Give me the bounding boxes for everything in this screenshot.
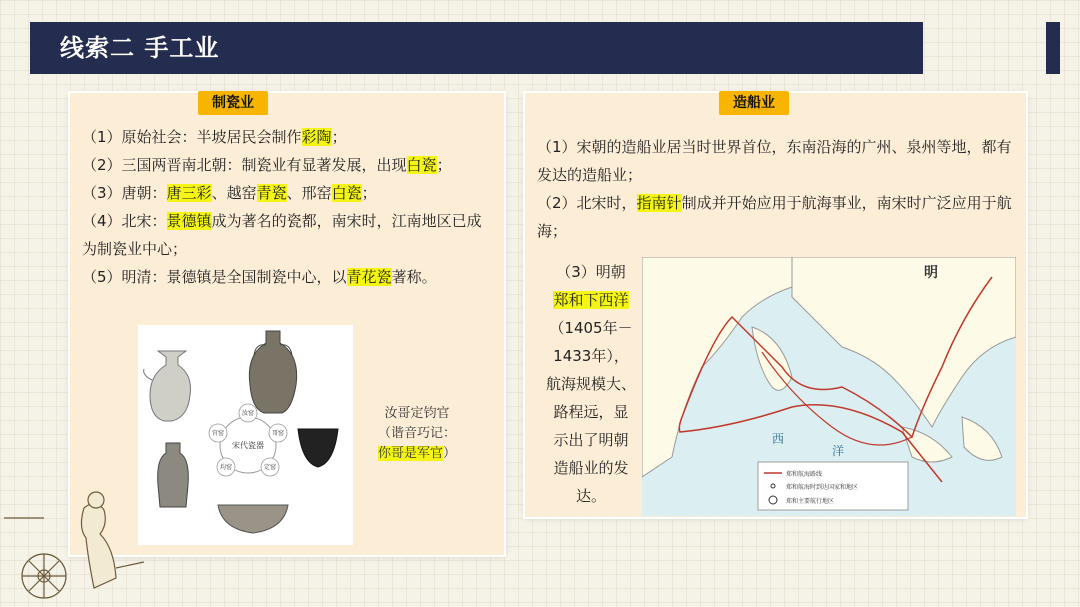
shipbuilding-tag: 造船业 [719, 91, 789, 115]
legend-item: 郑和航海路线 [786, 471, 823, 478]
highlight: 唐三彩 [166, 184, 212, 202]
ship-item-3 [537, 258, 645, 510]
kiln-label: 汝窑 [241, 410, 255, 417]
highlight: 彩陶 [301, 128, 332, 146]
kiln-label: 官窑 [211, 430, 225, 437]
caption-line: 汝哥定钧官 [384, 406, 450, 421]
dark-bowl-icon [298, 429, 338, 467]
item-text: 成为著名的瓷都，南宋时，江南地区已成为制瓷业中心； [82, 212, 482, 258]
legend-item: 郑和航海时到达国家和地区 [786, 484, 859, 491]
zheng-he-voyage-map [642, 257, 1016, 516]
porcelain-item-4 [82, 207, 492, 263]
weaver-figure-icon [4, 478, 144, 606]
highlight: 郑和下西洋 [553, 291, 629, 309]
item-text: （5）明清：景德镇是全国制瓷中心，以 [82, 268, 347, 286]
item-text: 造船业的发 [553, 459, 629, 477]
porcelain-item-5 [82, 263, 492, 291]
highlight: 白瓷 [406, 156, 437, 174]
highlight: 青花瓷 [346, 268, 392, 286]
map-label-ming: 明 [924, 265, 938, 281]
item-text: 、越窑 [211, 184, 257, 202]
highlight: 景德镇 [166, 212, 212, 230]
item-text: ； [361, 184, 377, 202]
ewer-icon [144, 351, 191, 421]
item-text: 示出了明朝 [553, 431, 629, 449]
highlight: 白瓷 [331, 184, 362, 202]
legend-item: 郑和主要航行地区 [786, 498, 835, 505]
voyage-map-svg [642, 257, 1016, 516]
item-text: 路程远，显 [553, 403, 629, 421]
ship-item-2 [537, 189, 1017, 245]
item-text: （4）北宋： [82, 212, 167, 230]
jar-icon [158, 443, 189, 507]
highlight: 指南针 [636, 194, 682, 212]
kiln-label: 定窑 [263, 464, 277, 471]
porcelain-text [82, 123, 492, 291]
item-text: 、邢窑 [286, 184, 332, 202]
basin-icon [218, 505, 288, 533]
caption-line: （谐音巧记： [377, 426, 456, 441]
item-text: （3）唐朝： [82, 184, 167, 202]
item-text: 制成并开始应用于航海事业，南宋时广泛应用于航海； [537, 194, 1012, 240]
item-text: （2）北宋时， [537, 194, 637, 212]
diagram-center: 宋代瓷器 [232, 441, 264, 450]
item-text: 航海规模大、 [545, 375, 636, 393]
item-text: ； [331, 128, 347, 146]
porcelain-caption [362, 404, 472, 464]
title-accent-bar [1046, 22, 1060, 74]
porcelain-item-1 [82, 123, 492, 151]
item-text: （1）宋朝的造船业居当时世界首位，东南沿海的广州、泉州等地，都有发达的造船业； [537, 138, 1012, 184]
page-title: 线索二 手工业 [30, 22, 923, 74]
kiln-label: 哥窑 [271, 430, 285, 437]
item-text: 达。 [575, 487, 606, 505]
porcelain-item-3 [82, 179, 492, 207]
porcelain-illustration [138, 325, 353, 545]
vase-icon [249, 331, 296, 413]
map-label-xi: 西 [772, 432, 785, 446]
item-text: （3）明朝 [556, 263, 626, 281]
item-text: （1）原始社会：半坡居民会制作 [82, 128, 302, 146]
item-text: 著称。 [391, 268, 437, 286]
item-text: （2）三国两晋南北朝：制瓷业有显著发展，出现 [82, 156, 407, 174]
shipbuilding-text [537, 133, 1017, 245]
item-text: （1405年－ [549, 319, 633, 337]
porcelain-tag: 制瓷业 [198, 91, 268, 115]
ship-item-1 [537, 133, 1017, 189]
highlight: 青瓷 [256, 184, 287, 202]
song-porcelain-image [138, 325, 353, 545]
item-text: 1433年）， [553, 347, 629, 365]
porcelain-item-2 [82, 151, 492, 179]
item-text: ； [436, 156, 452, 174]
map-label-yang: 洋 [832, 444, 845, 458]
caption-line: ） [443, 446, 457, 461]
caption-mnemonic: 你哥是军官 [377, 446, 443, 461]
kiln-label: 均窑 [219, 464, 233, 471]
